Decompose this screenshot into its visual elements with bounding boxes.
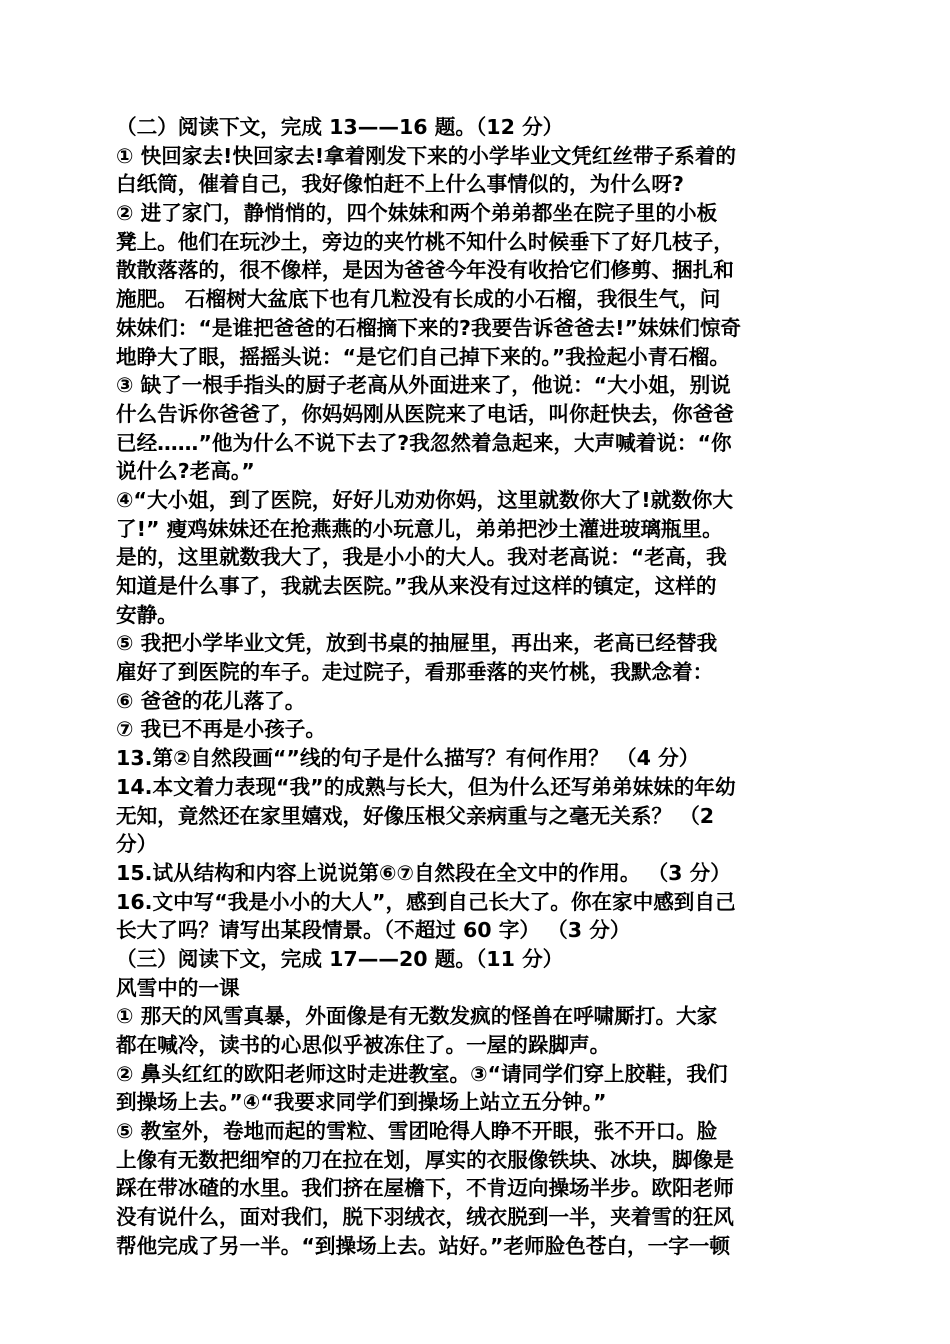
text-line: 分） <box>116 832 158 857</box>
text-line: 没有说什么，面对我们，脱下羽绒衣，绒衣脱到一半，夹着雪的狂风 <box>116 1205 734 1230</box>
text-line: 妹妹们：“是谁把爸爸的石榴摘下来的?我要告诉爸爸去!”妹妹们惊奇 <box>116 315 742 340</box>
text-line: ① 快回家去!快回家去!拿着刚发下来的小学毕业文凭红丝带子系着的 <box>116 143 737 168</box>
text-line: 什么告诉你爸爸了，你妈妈刚从医院来了电话，叫你赶快去，你爸爸 <box>116 401 734 426</box>
text-line: 白纸筒，催着自己，我好像怕赶不上什么事情似的，为什么呀? <box>116 172 684 197</box>
passage-title: 风雪中的一课 <box>116 975 240 1000</box>
text-line: 了!” 瘦鸡妹妹还在抢燕燕的小玩意儿，弟弟把沙土灌进玻璃瓶里。 <box>116 516 723 541</box>
section-heading: （三）阅读下文，完成 17——20 题。（11 分） <box>116 946 564 971</box>
text-line: ④“大小姐，到了医院，好好儿劝劝你妈，这里就数你大了!就数你大 <box>116 487 733 512</box>
text-line: ⑦ 我已不再是小孩子。 <box>116 717 326 742</box>
text-line: 施肥。 石榴树大盆底下也有几粒没有长成的小石榴，我很生气，问 <box>116 287 721 312</box>
question-16: 16.文中写“我是小小的大人”，感到自己长大了。你在家中感到自己 <box>116 889 736 914</box>
text-line: 是的，这里就数我大了，我是小小的大人。我对老高说：“老高，我 <box>116 545 727 570</box>
text-line: 踩在带冰碴的水里。我们挤在屋檐下，不肯迈向操场半步。欧阳老师 <box>116 1176 734 1201</box>
text-line: 地睁大了眼，摇摇头说：“是它们自己掉下来的。”我捡起小青石榴。 <box>116 344 730 369</box>
text-line: 说什么?老高。” <box>116 459 255 484</box>
text-line: 无知，竟然还在家里嬉戏，好像压根父亲病重与之毫无关系？ （2 <box>116 803 715 828</box>
text-line: ⑤ 我把小学毕业文凭，放到书桌的抽屉里，再出来，老高已经替我 <box>116 631 718 656</box>
text-line: ③ 缺了一根手指头的厨子老高从外面进来了，他说：“大小姐，别说 <box>116 373 731 398</box>
text-line: 都在喊冷，读书的心思似乎被冻住了。一屋的跺脚声。 <box>116 1033 611 1057</box>
text-line: 上像有无数把细窄的刀在拉在划，厚实的衣服像铁块、冰块，脚像是 <box>116 1147 734 1172</box>
text-line: ② 进了家门，静悄悄的，四个妹妹和两个弟弟都坐在院子里的小板 <box>116 201 718 226</box>
text-line: 安静。 <box>116 602 178 627</box>
text-line: ⑤ 教室外，卷地而起的雪粒、雪团呛得人睁不开眼，张不开口。脸 <box>116 1119 718 1144</box>
text-line: 已经……”他为什么不说下去了?我忽然着急起来，大声喊着说：“你 <box>116 430 732 455</box>
text-line: ② 鼻头红红的欧阳老师这时走进教室。③“请同学们穿上胶鞋，我们 <box>116 1061 728 1086</box>
text-line: 凳上。他们在玩沙土，旁边的夹竹桃不知什么时候垂下了好几枝子， <box>116 229 734 254</box>
text-line: 长大了吗？请写出某段情景。（不超过 60 字） （3 分） <box>116 918 631 943</box>
text-line: ① 那天的风雪真暴，外面像是有无数发疯的怪兽在呼啸厮打。大家 <box>116 1004 718 1029</box>
question-13: 13.第②自然段画“”线的句子是什么描写？有何作用？ （4 分） <box>116 746 700 771</box>
text-line: 帮他完成了另一半。“到操场上去。站好。”老师脸色苍白，一字一顿 <box>116 1233 730 1258</box>
question-15: 15.试从结构和内容上说说第⑥⑦自然段在全文中的作用。 （3 分） <box>116 860 731 885</box>
text-line: 知道是什么事了，我就去医院。”我从来没有过这样的镇定，这样的 <box>116 574 717 598</box>
text-line: ⑥ 爸爸的花儿落了。 <box>116 688 306 713</box>
question-14: 14.本文着力表现“我”的成熟与长大，但为什么还写弟弟妹妹的年幼 <box>116 774 736 799</box>
text-line: （二）阅读下文，完成 13——16 题。（12 分） <box>116 115 564 139</box>
passage-text <box>116 113 836 1261</box>
text-line: 雇好了到医院的车子。走过院子，看那垂落的夹竹桃，我默念着： <box>116 660 714 685</box>
text-line: 散散落落的，很不像样，是因为爸爸今年没有收拾它们修剪、捆扎和 <box>116 258 734 283</box>
text-line: 到操场上去。”④“我要求同学们到操场上站立五分钟。” <box>116 1090 607 1115</box>
